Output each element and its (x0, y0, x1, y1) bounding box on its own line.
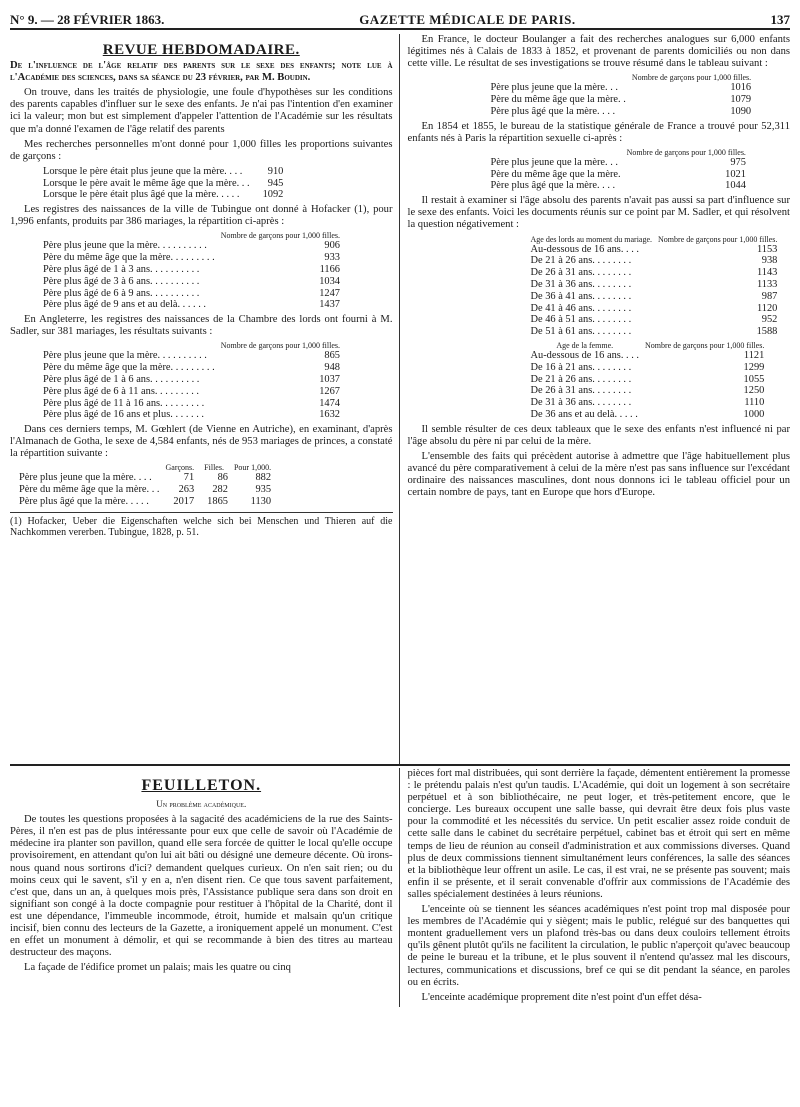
article-subtitle: De l'influence de l'âge relatif des parents sur le sexe des enfants; note lue à l'Académie des sciences, dans sa séance du 23 février, par M. Boudin. (10, 60, 393, 84)
table-row: Père plus âgé de 6 à 9 ans. . . . . . . . . . 1247 (43, 287, 340, 299)
table-row: Père du même âge que la mère. . . 263 282 935 (19, 484, 272, 496)
table-row: De 31 à 36 ans. . . . . . . . 1133 (530, 278, 778, 290)
table-row: De 31 à 36 ans. . . . . . . . 1110 (530, 397, 765, 409)
table-row: Père du même âge que la mère. . 1079 (490, 94, 752, 106)
table-row: Père plus jeune que la mère. . . . . . . . . . 906 (43, 240, 340, 252)
table-lords-age: Age des lords au moment du mariage. Nombre de garçons pour 1,000 filles. Au-dessous de 16 ans. . . . 1153 De 21 à 26 ans. . . . . . . . 938 De 26 à 31 ans. . . . . . . . 1143 De 31 à 36 ans. . . . . . . . 1133 De 36 à 41 ans. . . . . . . . 987 De 41 à 46 ans. . . . . . . . 1120 De 46 à 51 ans. . . . . . . . 952 De 51 à 61 ans. . . . . . . . 1588 (528, 235, 781, 338)
feuilleton-right-column (400, 768, 791, 1007)
paragraph: L'enceinte académique proprement dite n'est point d'un effet désa- (421, 991, 702, 1003)
table-row: De 16 à 21 ans. . . . . . . . 1299 (530, 361, 765, 373)
section-divider (10, 764, 790, 766)
feuilleton-left-column (10, 768, 400, 1007)
page-number: 137 (770, 12, 790, 27)
issue-date: N° 9. — 28 FÉVRIER 1863. (10, 12, 165, 27)
table-row: Lorsque le père était plus âgé que la mère. . . . . 1092 (43, 189, 284, 201)
paragraph: Mes recherches personnelles m'ont donné pour 1,000 filles les proportions suivantes de garçons : (10, 138, 393, 162)
paragraph: pièces fort mal distribuées, qui sont derrière la façade, démentent entièrement la promesse : le prétendu palais n'est qu'un taudis. L'Académie, qui doit un logement à son secrétaire perpétuel et à son bibliothécaire, ne peut loger, et très-petitement encore, que le concierge. Les bureaux occupent une salle basse, qui devrait être deux fois plus vaste pour la commodité et les nécessités du service. Un petit escalier assez roide conduit de cette salle dans le cabinet du secrétaire perpétuel, cabinet bas et étroit qui sert en même temps de lieu de réunion au conseil d'administration et aux commissions diverses. Quand plus de deux commissions tiennent simultanément leurs conférences, la salle des séances et la bibliothèque leur offrent un asile. Le cas, il est vrai, ne se présente pas souvent; mais enfin il se présente, et il serait convenable d'offrir aux commissions de l'Académie des salles spécialement destinées à leurs réunions. (407, 768, 790, 900)
table-row: De 21 à 26 ans. . . . . . . . 1055 (530, 373, 765, 385)
table-row: De 36 ans et au delà. . . . . 1000 (530, 408, 765, 420)
section-title: REVUE HEBDOMADAIRE. (102, 42, 300, 58)
article-columns (10, 34, 790, 764)
page-header (10, 6, 790, 30)
table-row: Père plus âgé que la mère. . . . 1044 (490, 180, 746, 192)
table-row: Père plus âgé de 1 à 3 ans. . . . . . . . . . 1166 (43, 264, 340, 276)
paragraph: L'enceinte où se tiennent les séances académiques n'est point trop mal disposée pour les membres de l'Académie qui y siègent; mais le public, relégué sur des banquettes qui montent graduellement vers un plafond très-bas ou dans deux couloirs tellement étroits qu'ils gênent plutôt qu'ils ne facilitent la circulation, le public n'aperçoit qu'avec beaucoup de peine le bureau et la tribune, et le plus souvent il n'entend qu'assez mal les discours, lectures, communications et discussions, bref ce qui se dit pendant la séance, en paroles ou en écrits. (407, 904, 790, 988)
table-personal (40, 166, 286, 201)
paragraph: L'ensemble des faits qui précèdent autorise à admettre que l'âge habituellement plus avancé du père comparativement à celui de la mère n'est pas sans influence sur l'excédant ordinaire des naissances masculines, dont nous donnons ici le tableau officiel pour un certain nombre de pays, tant en Europe que hors d'Europe. (407, 450, 790, 499)
table-row: De 21 à 26 ans. . . . . . . . 938 (530, 255, 778, 267)
table-row: Père du même âge que la mère. . . . . . . . . 933 (43, 252, 340, 264)
feuilleton-title: FEUILLETON. (141, 777, 262, 794)
table-row: De 51 à 61 ans. . . . . . . . 1588 (530, 326, 778, 338)
newspaper-page (10, 6, 790, 1096)
feuilleton-section (10, 768, 790, 1007)
table-paris (488, 148, 749, 192)
table-row: Lorsque le père était plus jeune que la mère. . . . 910 (43, 165, 284, 177)
table-header: Nombre de garçons pour 1,000 filles. (220, 231, 340, 241)
left-column (10, 34, 400, 764)
paragraph: La façade de l'édifice promet un palais; mais les quatre ou cinq (24, 962, 291, 974)
footnote: (1) Hofacker, Ueber die Eigenschaften welche sich bei Menschen und Thieren auf die Nachkommen vererben. Tubingue, 1828, p. 51. (10, 512, 393, 539)
table-header: Nombre de garçons pour 1,000 filles. (626, 147, 746, 157)
table-row: Père plus jeune que la mère. . . 975 (490, 156, 746, 168)
paragraph: Il semble résulter de ces deux tableaux que le sexe des enfants n'est influencé ni par l'âge absolu du père ni par celui de la mère. (407, 423, 790, 447)
table-row: De 41 à 46 ans. . . . . . . . 1120 (530, 302, 778, 314)
journal-title: GAZETTE MÉDICALE DE PARIS. (359, 12, 576, 27)
table-header: Nombre de garçons pour 1,000 filles. (220, 341, 340, 351)
table-row: Lorsque le père avait le même âge que la mère. . . 945 (43, 177, 284, 189)
table-row: Père du même âge que la mère. . . . . . . . . 948 (43, 362, 340, 374)
table-women-age: Age de la femme. Nombre de garçons pour 1,000 filles. Au-dessous de 16 ans. . . . 1121 De 16 à 21 ans. . . . . . . . 1299 De 21 à 26 ans. . . . . . . . 1055 De 26 à 31 ans. . . . . . . . 1250 De 31 à 36 ans. . . . . . . . 1110 De 36 ans et au delà. . . . . 1000 (528, 341, 768, 421)
paragraph: De toutes les questions proposées à la sagacité des académiciens de la rue des Saints-Pères, il n'en est pas de plus intéressante pour eux que celle de savoir où l'Académie de médecine ira planter son pavillon, quand elle sera forcée de quitter le local qu'elle occupe provisoirement, en attendant qu'on lui ait bâti ou désigné une demeure décente. Où irons-nous quand nous sortirons d'ici? demandent quelques curieux. On n'en sait rien; ou du moins ceux qui le savent, s'il y en a, n'en disent rien. Ce que tous savent parfaitement, c'est que, dans un an, à quelques mois près, l'Assistance publique sera dans son droit en signifiant son congé à la docte compagnie pour restituer à l'hôpital de la Charité, dont il est une dépendance, l'immeuble incommode, étroit, humide et malsain qu'un critique incisif, bien connu des lecteurs de la Gazette, a ironiquement appelé un monument. C'est en effet un monument à démolir, et qui se recommande à bien des titres au marteau destructeur des maçons. (10, 814, 393, 959)
table-row: Père plus âgé que la mère. . . . . 2017 1865 1130 (19, 496, 272, 508)
table-row: Père plus âgé de 16 ans et plus. . . . . . . 1632 (43, 409, 340, 421)
paragraph: En Angleterre, les registres des naissances de la Chambre des lords ont fourni à M. Sadler, sur 381 mariages, les résultats suivants : (10, 314, 393, 338)
paragraph: Les registres des naissances de la ville de Tubingue ont donné à Hofacker (1), pour 1,996 enfants, produits par 386 mariages, la répartition ci-après : (10, 204, 393, 228)
table-row: Père plus jeune que la mère. . . 1016 (490, 82, 752, 94)
table-row: Père plus âgé que la mère. . . . 1090 (490, 105, 752, 117)
right-column (400, 34, 791, 764)
table-tubingue (40, 231, 343, 311)
table-row: De 36 à 41 ans. . . . . . . . 987 (530, 290, 778, 302)
feuilleton-subtitle: Un problème académique. (156, 799, 247, 810)
table-row: De 26 à 31 ans. . . . . . . . 1143 (530, 267, 778, 279)
paragraph: En France, le docteur Boulanger a fait des recherches analogues sur 6,000 enfants légitimes nés à Calais de 1833 à 1852, et provenant de parents domiciliés ou non dans cette ville. Le résultat de ses investigations se trouve résumé dans le tableau suivant : (407, 34, 790, 70)
paragraph: Dans ces derniers temps, M. Gœhlert (de Vienne en Autriche), en examinant, d'après l'Almanach de Gotha, le sexe de 4,584 enfants, nés de 953 mariages de princes, a constaté la répartition suivante : (10, 424, 393, 460)
table-row: Père plus âgé de 9 ans et au delà. . . . . . 1437 (43, 299, 340, 311)
table-header: Nombre de garçons pour 1,000 filles. (631, 73, 752, 83)
table-row: Père plus âgé de 3 à 6 ans. . . . . . . . . . 1034 (43, 275, 340, 287)
paragraph: On trouve, dans les traités de physiologie, une foule d'hypothèses sur les conditions des parents capables d'influer sur le sexe des enfants. Je n'ai pas l'intention d'en examiner ici la valeur; mon but est simplement d'appeler l'attention de l'Académie sur les résultats que m'a donné l'examen de l'âge relatif des parents (10, 87, 393, 135)
table-row: Père plus âgé de 1 à 6 ans. . . . . . . . . . 1037 (43, 373, 340, 385)
table-row: Père plus jeune que la mère. . . . . . . . . . 865 (43, 350, 340, 362)
table-row: Au-dessous de 16 ans. . . . 1121 (530, 349, 765, 361)
table-row: Père plus âgé de 11 à 16 ans. . . . . . . . . 1474 (43, 397, 340, 409)
table-row: De 26 à 31 ans. . . . . . . . 1250 (530, 385, 765, 397)
table-princes: Garçons. Filles. Pour 1,000. Père plus jeune que la mère. . . . 71 86 882 Père du même âge que la mère. . . 263 282 935 Père plus âgé que la mère. . . . . 2017 1865 1130 (16, 463, 274, 507)
paragraph: Il restait à examiner si l'âge absolu des parents n'avait pas aussi sa part d'influence sur le sexe des enfants. Voici les documents réunis sur ce point par M. Sadler, et qui résolvent la question négativement : (407, 195, 790, 231)
table-lords (40, 341, 343, 421)
table-row: De 46 à 51 ans. . . . . . . . 952 (530, 314, 778, 326)
table-row: Au-dessous de 16 ans. . . . 1153 (530, 243, 778, 255)
paragraph: En 1854 et 1855, le bureau de la statistique générale de France a trouvé pour 52,311 enfants nés à Paris la répartition sexuelle ci-après : (407, 120, 790, 144)
table-row: Père plus âgé de 6 à 11 ans. . . . . . . . . 1267 (43, 385, 340, 397)
table-calais (488, 73, 755, 117)
table-row: Père du même âge que la mère. 1021 (490, 168, 746, 180)
table-row: Père plus jeune que la mère. . . . 71 86 882 (19, 472, 272, 484)
